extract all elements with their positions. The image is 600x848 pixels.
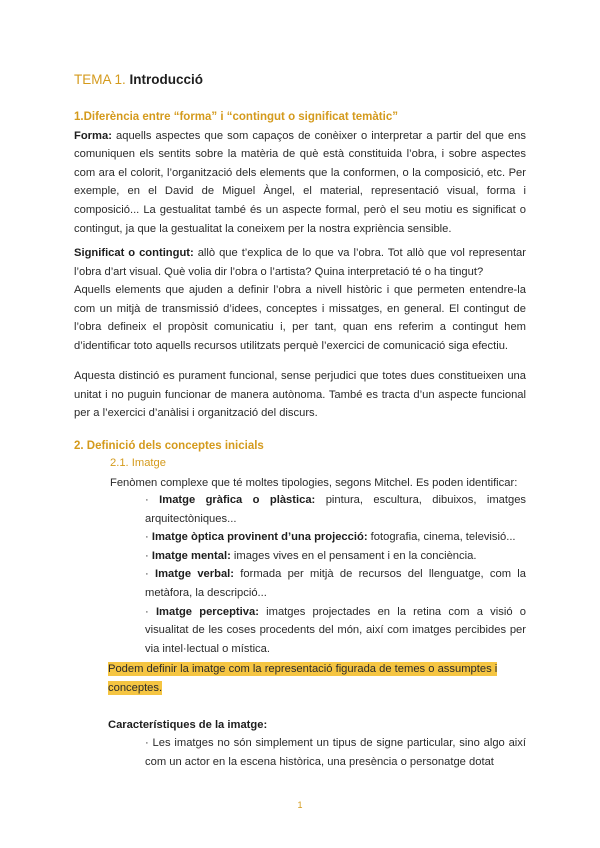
bullet: · xyxy=(145,494,149,506)
list-item-text: imatges projectades en la retina com a visió o visualitat de les coses procedents del món, així com imatges percibides per via intel·lectual o mística. xyxy=(145,605,526,655)
list-item xyxy=(145,603,526,659)
page-number: 1 xyxy=(297,800,303,810)
imatge-intro xyxy=(110,474,526,493)
distincio-paragraph: Aquesta distinció es purament funcional, sense perjudici que totes dues constitueixen una unitat i no puguin funcionar de manera autònoma. També es tracta d’un aspecte funcional per a l’exercici d’anàlisi i organització del discurs. xyxy=(74,370,526,420)
imatge-intro-text: Fenòmen complexe que té moltes tipologies, segons Mitchel. Es poden identificar: xyxy=(110,477,518,489)
title-tema: TEMA 1. xyxy=(74,72,126,87)
caracteristiques-text-block xyxy=(145,734,526,771)
page-title xyxy=(74,72,203,87)
bullet: · xyxy=(145,531,149,544)
list-item-text: fotografia, cinema, televisió... xyxy=(367,531,516,544)
caracteristiques-block xyxy=(108,716,526,735)
list-item-text: images vives en el pensament i en la conciència. xyxy=(230,549,477,562)
list-item-label: Imatge perceptiva: xyxy=(155,605,259,618)
significat-paragraph xyxy=(74,244,526,281)
bullet: · xyxy=(145,568,149,581)
caracteristiques-paragraph xyxy=(145,734,526,771)
bullet: · xyxy=(145,737,149,749)
highlighted-definition xyxy=(108,660,528,697)
subsection-imatge-heading: 2.1. Imatge xyxy=(110,457,166,469)
list-item xyxy=(145,528,526,547)
significat-text: allò que t’explica de lo que va l’obra. Tot allò que vol representar l’obra d’art visual. Què volia dir l’obra o l’artista? Quina interpretació té o ha tingut? xyxy=(74,247,527,278)
section-1-heading: 1.Diferència entre “forma” i “contingut o significat temàtic” xyxy=(74,111,398,123)
highlight-line-2: conceptes. xyxy=(108,681,163,694)
caracteristiques-heading: Característiques de la imatge: xyxy=(108,719,268,731)
significat-block xyxy=(74,244,526,356)
list-item-label: Imatge òptica provinent d’una projecció: xyxy=(151,531,368,544)
list-item-label: Imatge mental: xyxy=(151,549,231,562)
elements-paragraph: Aquells elements que ajuden a definir l’obra a nivell històric i que permeten entendre-la com un mitjà de transmissió d’idees, conceptes i missatges, en general. El contingut de l’obra defineix el propòsit comunicatiu i, per tant, quan ens referim a contingut hem d’identificar toto aquells recursos utilitzats perquè l’exercici de comunicació siga efectiu. xyxy=(74,284,526,352)
forma-text: aquells aspectes que som capaços de conèixer o interpretar a partir del que ens comuniquen els sentits sobre la matèria de què està constituida l’obra, i sobre aspectes com ara el colorit, l’organització dels elements que la conformen, o la composició, etc. Per exemple, en el David de Miguel Àngel, el material, representació visual, forma i composició... La gestualitat també és un aspecte formal, però el seu motiu es significat o contingut, ja que la gestualitat la coneixem per la nostra expriència sensible. xyxy=(74,129,526,235)
section-2-heading-block xyxy=(74,437,526,456)
list-item-text: formada per mitjà de recursos del llenguatge, com la metàfora, la descripció... xyxy=(145,568,527,599)
imatge-types-list xyxy=(145,491,526,658)
list-item-text: pintura, escultura, dibuixos, imatges arquitectòniques... xyxy=(145,494,527,525)
list-item xyxy=(145,565,526,602)
list-item-label: Imatge gràfica o plàstica: xyxy=(159,494,316,506)
list-item xyxy=(145,491,526,528)
forma-label: Forma: xyxy=(74,129,112,142)
bullet: · xyxy=(145,549,149,562)
forma-paragraph xyxy=(74,127,526,239)
bullet: · xyxy=(145,605,149,618)
section-2-heading: 2. Definició dels conceptes inicials xyxy=(74,440,264,452)
highlight-line-1: Podem definir la imatge com la representació figurada de temes o assumptes i xyxy=(108,663,498,675)
distincio-block xyxy=(74,367,526,423)
section-1 xyxy=(74,108,526,238)
list-item xyxy=(145,547,526,566)
title-intro: Introducció xyxy=(129,72,204,87)
significat-label: Significat o contingut: xyxy=(74,247,194,259)
list-item-label: Imatge verbal: xyxy=(155,568,235,581)
caracteristiques-text: Les imatges no són simplement un tipus de signe particular, sino algo així com un actor en la escena històrica, una presència o personatge dotat xyxy=(145,737,526,768)
